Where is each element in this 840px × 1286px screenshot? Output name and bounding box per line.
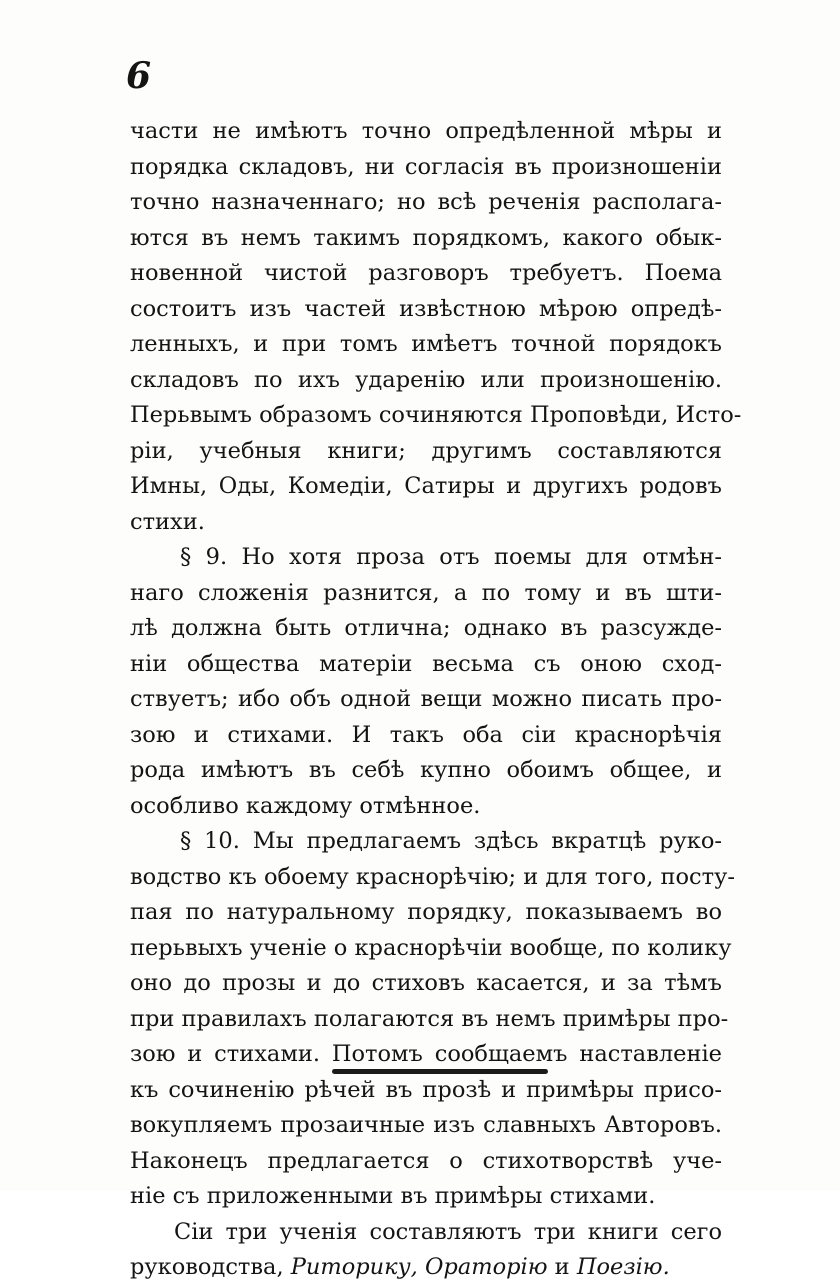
book-title-poetry: Поезію. [576,1254,670,1280]
closing-space [418,1254,425,1280]
text-line: ніи общества матеріи весьма съ оною сход- [130,650,722,677]
text-line: водство къ обоему краснорѣчію; и для того, посту- [130,863,735,890]
text-line: ніе съ приложенными въ примѣры стихами. [130,1183,656,1209]
book-title-oratory: Ораторію [424,1254,548,1280]
section-10-heading-line: § 10. Мы предлагаемъ здѣсь вкратцѣ руко- [180,828,722,854]
text-line: ріи, учебныя книги; другимъ составляются [130,437,722,464]
text-line: ствуетъ; ибо объ одной вещи можно писать про- [130,686,722,712]
text-line: къ сочиненію рѣчей въ прозѣ и примѣры присо- [130,1076,722,1103]
text-line: лѣ должна быть отлична; однако въ разсужде- [130,615,722,641]
text-line: состоитъ изъ частей извѣстною мѣрою опредѣ- [130,295,722,322]
text-line: наго сложенія разнится, а по тому и въ шти- [130,579,722,606]
text-line: порядка складовъ, ни согласія въ произношеніи [130,153,722,180]
text-line: стихи. [130,508,205,535]
text-line: части не имѣютъ точно опредѣленной мѣры и [130,118,722,144]
text-line: Имны, Оды, Комедіи, Сатиры и другихъ родовъ [130,473,722,499]
text-line: особливо каждому отмѣнное. [130,792,481,819]
page-number: 6 [126,55,152,97]
text-line: точно назначеннаго; но всѣ реченія располага- [130,189,722,215]
text-line: ленныхъ, и при томъ имѣетъ точной порядокъ [130,331,722,357]
text-line: Перьвымъ образомъ сочиняются Проповѣди, Исто- [130,402,742,428]
closing-prefix: руководства, [130,1254,291,1280]
text-line: зою и стихами. И такъ оба сіи краснорѣчія [130,721,722,748]
text-line: при правилахъ полагаются въ немъ примѣры про- [130,1005,729,1032]
text-line: перьвыхъ ученіе о краснорѣчіи вообще, по колику [130,934,732,961]
text-line: рода имѣютъ въ себѣ купно обоимъ общее, и [130,757,722,783]
text-line: пая по натуральному порядку, показываемъ во [130,899,722,925]
text-line: Сіи три ученія составляютъ три книги сего [174,1218,722,1245]
section-9-heading-line: § 9. Но хотя проза отъ поемы для отмѣн- [180,544,722,570]
closing-line [130,1250,722,1286]
text-line: оно до прозы и до стиховъ касается, и за тѣмъ [130,970,722,996]
end-rule-divider [332,1069,548,1074]
text-line: вокупляемъ прозаичные изъ славныхъ Авторовъ. [130,1112,722,1138]
closing-conjunction: и [547,1254,577,1280]
text-line: новенной чистой разговоръ требуетъ. Поема [130,260,722,286]
text-line: зою и стихами. Потомъ сообщаемъ наставленіе [130,1041,722,1067]
book-title-rhetoric: Риторику, [290,1254,418,1280]
text-line: складовъ по ихъ ударенію или произношенію. [130,366,722,393]
text-line: ются въ немъ такимъ порядкомъ, какого обык- [130,224,722,251]
text-line: Наконецъ предлагается о стихотворствѣ уче- [130,1147,722,1174]
body-text [130,114,742,1286]
